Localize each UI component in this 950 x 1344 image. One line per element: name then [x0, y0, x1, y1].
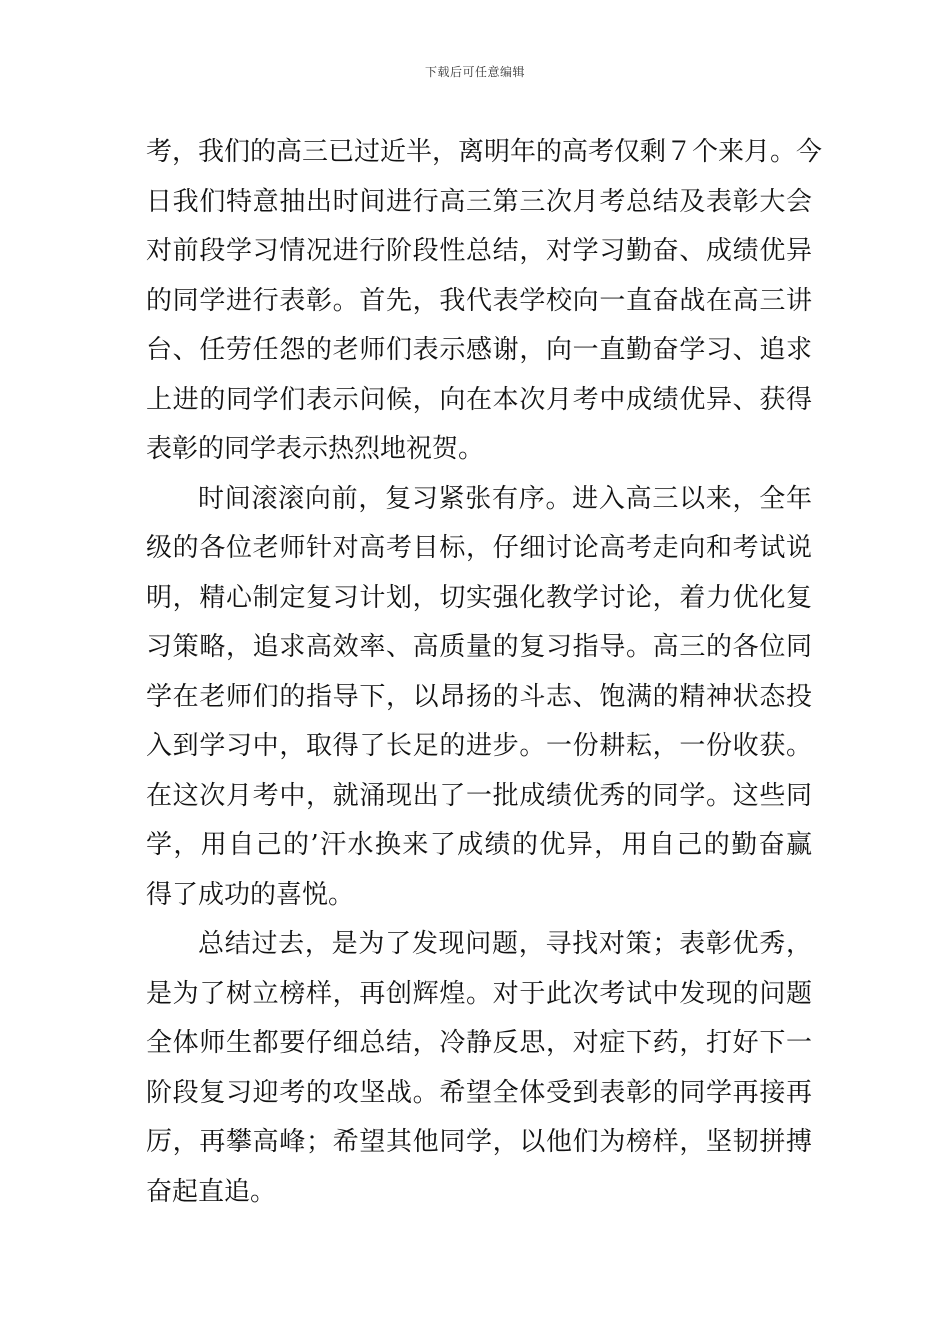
text-line: 学，用自己的’汗水换来了成绩的优异，用自己的勤奋赢 [146, 830, 812, 860]
text-line: 是为了树立榜样，再创辉煌。对于此次考试中发现的问题 [146, 978, 812, 1009]
text-line: 日我们特意抽出时间进行高三第三次月考总结及表彰大会 [146, 186, 812, 217]
text-line: 全体师生都要仔细总结，冷静反思，对症下药，打好下一 [146, 1028, 812, 1058]
text-line: 时间滚滚向前，复习紧张有序。进入高三以来，全年 [198, 483, 812, 514]
text-line: 在这次月考中，就涌现出了一批成绩优秀的同学。这些同 [146, 780, 812, 811]
document-body [146, 128, 823, 1217]
text-line: 级的各位老师针对高考目标，仔细讨论高考走向和考试说 [146, 533, 812, 563]
text-line: 对前段学习情况进行阶段性总结，对学习勤奋、成绩优异 [146, 236, 812, 266]
text-line: 奋起直追。 [146, 1176, 277, 1207]
paragraph-1 [146, 128, 823, 475]
text-line: 考，我们的高三已过近半，离明年的高考仅剩７个来月。今 [146, 137, 823, 167]
text-line: 厉，再攀高峰；希望其他同学，以他们为榜样，坚韧拼搏 [146, 1127, 812, 1157]
text-line: 得了成功的喜悦。 [146, 879, 355, 910]
text-line: 的同学进行表彰。首先，我代表学校向一直奋战在高三讲 [146, 285, 812, 316]
page-header: 下载后可任意编辑 [424, 65, 525, 79]
text-line: 台、任劳任怨的老师们表示感谢，向一直勤奋学习、追求 [146, 335, 812, 365]
text-line: 表彰的同学表示热烈地祝贺。 [146, 434, 485, 464]
text-line: 习策略，追求高效率、高质量的复习指导。高三的各位同 [146, 632, 812, 662]
text-line: 阶段复习迎考的攻坚战。希望全体受到表彰的同学再接再 [146, 1077, 812, 1108]
paragraph-2 [146, 475, 812, 921]
paragraph-3 [146, 920, 812, 1217]
text-line: 明，精心制定复习计划，切实强化教学讨论，着力优化复 [146, 582, 812, 613]
text-line: 入到学习中，取得了长足的进步。一份耕耘，一份收获。 [146, 731, 812, 761]
text-line: 总结过去，是为了发现问题，寻找对策；表彰优秀， [198, 929, 812, 959]
text-line: 学在老师们的指导下，以昂扬的斗志、饱满的精神状态投 [146, 681, 812, 712]
text-line: 上进的同学们表示问候，向在本次月考中成绩优异、获得 [146, 384, 812, 415]
